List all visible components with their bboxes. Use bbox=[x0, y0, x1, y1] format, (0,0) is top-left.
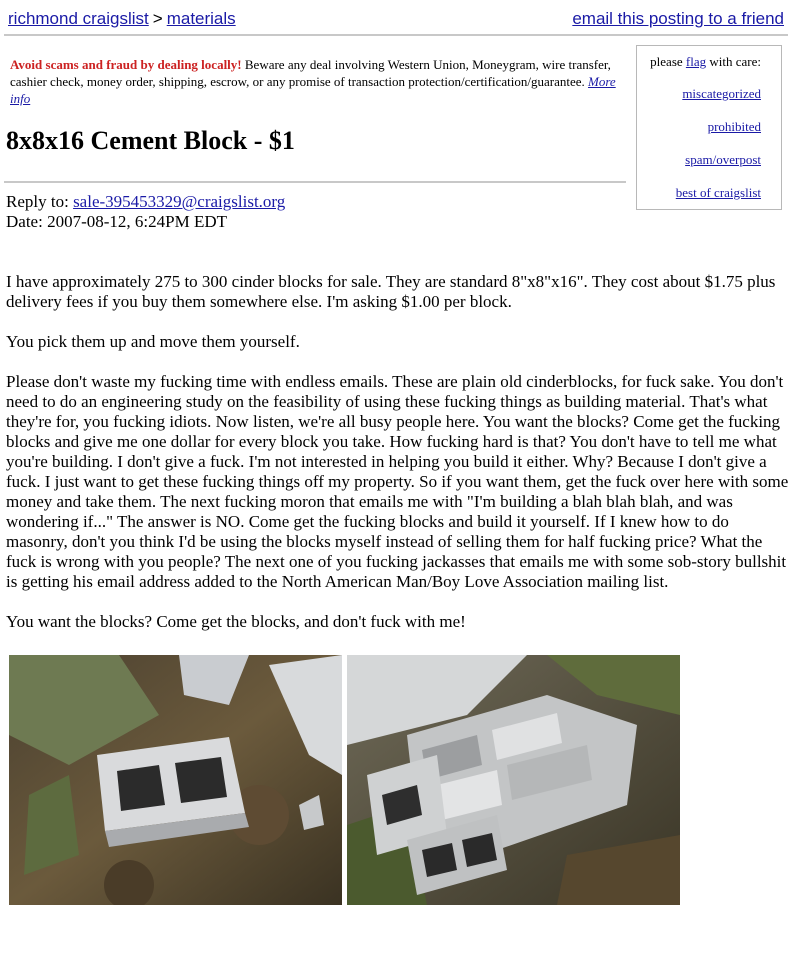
more-info-link[interactable]: More info bbox=[10, 74, 616, 106]
date-line bbox=[6, 212, 285, 232]
top-bar bbox=[0, 0, 794, 36]
flag-box bbox=[636, 45, 782, 210]
breadcrumb-separator: > bbox=[152, 9, 163, 28]
body-paragraph: I have approximately 275 to 300 cinder blocks for sale. They are standard 8"x8"x16". They cost about $1.75 plus delivery fees if you buy them somewhere else. I'm asking $1.00 per block. bbox=[6, 272, 776, 311]
posting-meta bbox=[6, 192, 285, 232]
reply-email-link[interactable]: sale-395453329@craigslist.org bbox=[73, 192, 286, 211]
posting-body bbox=[6, 272, 790, 652]
flag-suffix: with care: bbox=[706, 54, 761, 69]
warning-headline: Avoid scams and fraud by dealing locally! bbox=[10, 57, 242, 72]
posting-title: 8x8x16 Cement Block - $1 bbox=[6, 126, 295, 155]
body-paragraph: You want the blocks? Come get the blocks, and don't fuck with me! bbox=[6, 612, 466, 631]
title-divider bbox=[4, 181, 626, 183]
body-paragraph: Please don't waste my fucking time with endless emails. These are plain old cinderblocks, for fuck sake. You don't need to do an engineering study on the feasibility of using these fucking things as building material. That's what they're for, you fucking idiots. Now listen, we're all busy people here. You want the blocks? Come get the fucking blocks and give me one dollar for every block you take. How fucking hard is that? You don't have to tell me what you're building. I don't give a fuck. I'm not interested in helping you build it either. Why? Because I don't give a fuck. I just want to get these fucking things off my property. So if you want them, get the fuck over here with some money and take them. The next fucking moron that emails me with "I'm building a blah blah blah, and was wondering if..." The answer is NO. Come get the fucking blocks and build it yourself. If I knew how to do masonry, don't you think I'd be using the blocks myself instead of selling them for half fucking price? What the fuck is wrong with you people? The next one of you fucking jackasses that emails me with some sob-story bullshit is getting his email address added to the North American Man/Boy Love Association mailing list. bbox=[6, 372, 789, 591]
flag-miscategorized-link[interactable]: miscategorized bbox=[682, 86, 761, 101]
flag-prompt bbox=[637, 54, 761, 70]
email-posting-link[interactable]: email this posting to a friend bbox=[572, 9, 784, 28]
reply-label: Reply to: bbox=[6, 192, 74, 211]
flag-link[interactable]: flag bbox=[685, 54, 707, 69]
date-label: Date: bbox=[6, 212, 48, 231]
flag-prohibited-link[interactable]: prohibited bbox=[707, 119, 761, 134]
scam-warning bbox=[10, 56, 620, 107]
reply-line bbox=[6, 192, 285, 212]
breadcrumb-category-link[interactable]: materials bbox=[166, 9, 236, 28]
flag-prefix: please bbox=[650, 54, 686, 69]
top-divider bbox=[4, 34, 788, 36]
date-value: 2007-08-12, 6:24PM EDT bbox=[47, 212, 227, 231]
warning-text: Beware any deal involving Western Union, Moneygram, wire transfer, cashier check, money order, shipping, escrow, or any promise of transaction protection/certification/guarantee. bbox=[10, 57, 611, 89]
flag-spam-link[interactable]: spam/overpost bbox=[685, 152, 761, 167]
body-paragraph: You pick them up and move them yourself. bbox=[6, 332, 300, 351]
photo-block-stack bbox=[347, 655, 680, 905]
breadcrumb bbox=[8, 9, 236, 29]
photo-single-block bbox=[9, 655, 342, 905]
breadcrumb-site-link[interactable]: richmond craigslist bbox=[8, 9, 149, 28]
flag-best-of-link[interactable]: best of craigslist bbox=[675, 185, 761, 200]
